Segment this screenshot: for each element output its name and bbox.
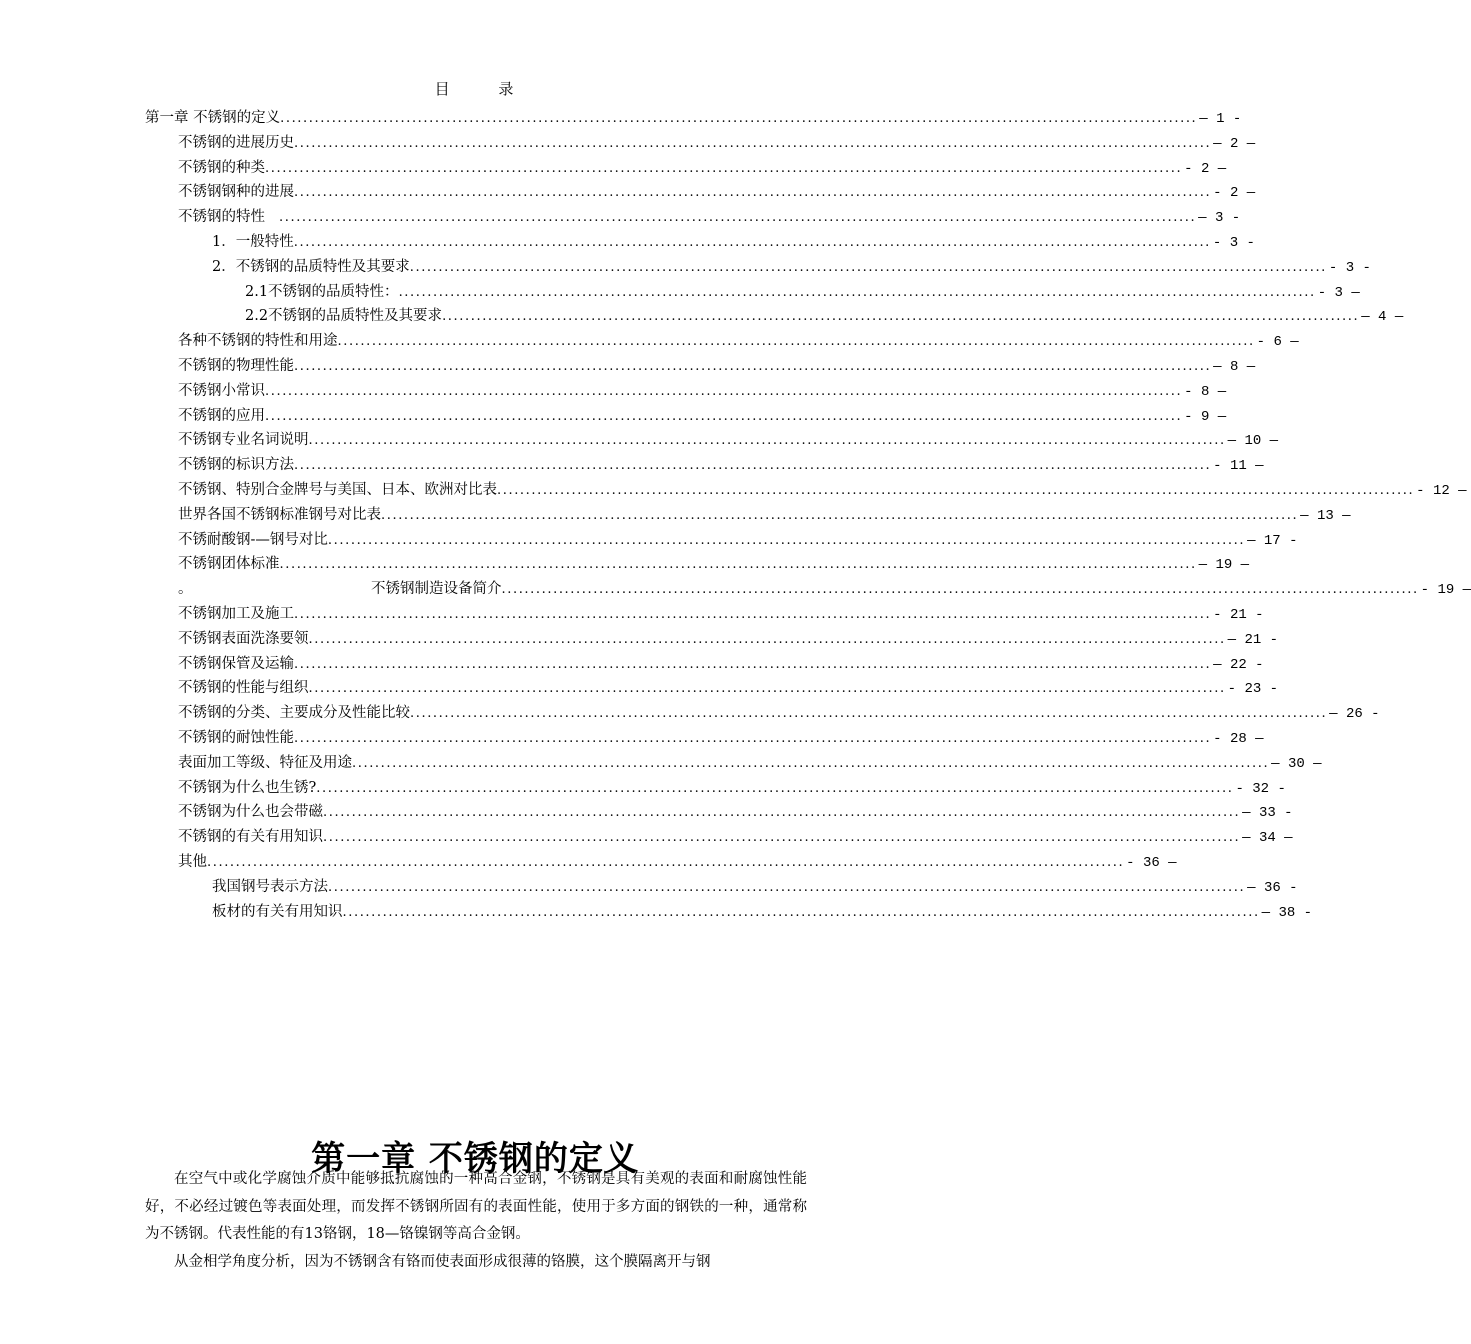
toc-entry-page: - 2 — (1213, 185, 1256, 202)
toc-entry-page: — 8 — (1213, 358, 1256, 375)
toc-dot-leader: ................................................................................................................................................................ (294, 656, 1212, 672)
toc-entry[interactable] (145, 428, 1279, 453)
toc-entry-page: — 3 - (1198, 210, 1241, 227)
toc-dot-leader: ................................................................................................................................................................ (501, 582, 1419, 598)
toc-dot-leader: ................................................................................................................................................................ (294, 358, 1212, 374)
toc-entry[interactable] (145, 255, 1371, 280)
toc-entry[interactable] (145, 329, 1299, 354)
toc-entry-page: - 3 — (1317, 284, 1360, 301)
toc-entry[interactable] (145, 776, 1286, 801)
toc-entry-page: — 17 - (1247, 532, 1298, 549)
toc-entry-label: 板材的有关有用知识 (212, 903, 343, 920)
toc-dot-leader: ................................................................................................................................................................ (327, 532, 1246, 548)
toc-entry-label: 不锈钢的分类、主要成分及性能比较 (178, 705, 410, 722)
toc-entry[interactable] (145, 503, 1351, 528)
toc-title: 目 录 (434, 80, 516, 98)
toc-dot-leader: ................................................................................................................................................................ (293, 234, 1211, 250)
toc-entry[interactable] (145, 676, 1279, 701)
toc-dot-leader: ................................................................................................................................................................ (279, 557, 1197, 573)
toc-entry-label: 不锈钢的耐蚀性能 (178, 729, 294, 746)
toc-entry[interactable] (145, 205, 1241, 230)
toc-dot-leader: ................................................................................................................................................................ (410, 706, 1328, 722)
toc-entry-label: 不锈钢表面洗涤要领 (178, 630, 309, 647)
chapter-heading: 第一章 不锈钢的定义 (311, 1138, 639, 1179)
toc-entry[interactable] (145, 850, 1177, 875)
toc-entry-label: 不锈钢团体标准 (178, 556, 280, 573)
toc-entry-label: 第一章 不锈钢的定义 (145, 110, 281, 126)
toc-dot-leader: ................................................................................................................................................................ (409, 259, 1327, 275)
toc-entry-label: 2.2不锈钢的品质特性及其要求 (245, 308, 443, 325)
toc-dot-leader: ................................................................................................................................................................ (337, 334, 1255, 350)
toc-entry[interactable] (145, 726, 1264, 751)
toc-entry-page: — 10 — (1227, 433, 1279, 450)
toc-dot-leader: ................................................................................................................................................................ (442, 309, 1360, 325)
body-paragraph: 在空气中或化学腐蚀介质中能够抵抗腐蚀的一种高合金钢，不锈钢是具有美观的表面和耐腐蚀性能好，不必经过镀色等表面处理，而发挥不锈钢所固有的表面性能，使用于多方面的钢铁的一种，通常称为不锈钢。代表性能的有13铬钢，18—铬镍钢等高合金钢。 (145, 1171, 807, 1242)
toc-entry[interactable] (145, 552, 1250, 577)
toc-entry-label: 不锈钢的进展历史 (178, 134, 294, 151)
toc-entry[interactable] (145, 900, 1313, 925)
toc-dot-leader: ................................................................................................................................................................ (280, 111, 1198, 126)
toc-dot-leader: ................................................................................................................................................................ (316, 780, 1234, 796)
toc-entry[interactable] (145, 800, 1293, 825)
toc-entry-label: 表面加工等级、特征及用途 (178, 754, 352, 771)
toc-dot-leader: ................................................................................................................................................................ (308, 433, 1226, 449)
toc-entry[interactable] (145, 230, 1255, 255)
toc-entry-page: - 6 — (1256, 334, 1299, 351)
toc-entry-label: 不锈钢的物理性能 (178, 357, 294, 374)
toc-entry[interactable] (145, 825, 1293, 850)
toc-entry-label: 其他 (178, 853, 207, 870)
body-paragraph: 从金相学角度分析，因为不锈钢含有铬而使表面形成很薄的铬膜，这个膜隔离开与钢 (174, 1253, 711, 1270)
toc-entry-label: 不锈钢为什么也会带磁 (178, 804, 323, 821)
toc-entry-page: — 26 - (1329, 706, 1380, 723)
toc-dot-leader: ................................................................................................................................................................ (294, 606, 1212, 622)
toc-entry-label: 不锈钢的性能与组织 (178, 680, 309, 697)
toc-entry-label: 不锈钢专业名词说明 (178, 432, 309, 449)
toc-entry-page: - 9 — (1184, 408, 1227, 425)
toc-dot-leader: ................................................................................................................................................................ (294, 135, 1212, 151)
toc-entry-label: 不锈钢、特别合金牌号与美国、日本、欧洲对比表 (178, 481, 497, 498)
toc-entry[interactable] (145, 453, 1264, 478)
chapter-body (145, 1166, 807, 1276)
toc-entry[interactable] (145, 379, 1227, 404)
toc-entry[interactable] (145, 751, 1322, 776)
toc-dot-leader: ................................................................................................................................................................ (381, 507, 1299, 523)
toc-entry-page: - 2 — (1184, 160, 1227, 177)
toc-entry-page: — 4 — (1361, 309, 1404, 326)
toc-entry-page: - 36 — (1126, 854, 1177, 871)
toc-dot-leader: ................................................................................................................................................................ (308, 631, 1226, 647)
toc-dot-leader: ................................................................................................................................................................ (342, 904, 1260, 920)
toc-dot-leader: ................................................................................................................................................................ (497, 482, 1415, 498)
toc-entry-page: - 19 — (1420, 582, 1471, 599)
toc-entry-page: — 36 - (1247, 879, 1298, 896)
toc-entry-label: 不锈耐酸钢-—钢号对比 (178, 531, 328, 548)
toc-entry-label: 不锈钢的特性 (178, 209, 265, 226)
toc-dot-leader: ................................................................................................................................................................ (294, 730, 1212, 746)
toc-entry-label: 各种不锈钢的特性和用途 (178, 333, 338, 350)
toc-entry[interactable] (145, 478, 1467, 503)
toc-entry[interactable] (145, 280, 1360, 305)
toc-entry-page: — 30 — (1271, 755, 1322, 772)
toc-dot-leader: ................................................................................................................................................................ (294, 458, 1212, 474)
toc-entry[interactable] (145, 577, 1471, 602)
toc-entry-page: — 1 - (1199, 111, 1242, 127)
toc-entry[interactable] (145, 156, 1227, 181)
toc-entry[interactable] (145, 354, 1256, 379)
toc-entry-page: — 34 — (1242, 830, 1293, 847)
toc-entry-page: - 12 — (1416, 482, 1467, 499)
toc-entry-label (178, 577, 502, 598)
toc-entry-label: 不锈钢的标识方法 (178, 457, 294, 474)
toc-entry-label: 2.1不锈钢的品质特性： (245, 283, 399, 300)
toc-entry-label: 不锈钢加工及施工 (178, 605, 294, 622)
toc-entry-label: 不锈钢的应用 (178, 407, 265, 424)
toc-dot-leader: ................................................................................................................................................................ (265, 383, 1183, 399)
toc-entry[interactable] (145, 106, 1242, 131)
toc-dot-leader: ................................................................................................................................................................ (265, 408, 1183, 424)
toc-entry-page: - 21 - (1213, 606, 1264, 623)
toc-entry-page: — 2 — (1213, 135, 1256, 152)
toc-entry-label: 不锈钢为什么也生锈? (178, 779, 317, 796)
toc-entry-page: - 3 - (1212, 234, 1255, 251)
toc-entry-label: 世界各国不锈钢标准钢号对比表 (178, 506, 381, 523)
table-of-contents (145, 106, 1471, 924)
toc-entry-prefix: 。 (178, 581, 193, 598)
toc-entry[interactable] (145, 180, 1256, 205)
toc-dot-leader: ................................................................................................................................................................ (279, 210, 1197, 226)
toc-entry[interactable] (145, 875, 1298, 900)
toc-entry-page: — 22 - (1213, 656, 1264, 673)
toc-entry[interactable] (145, 701, 1380, 726)
toc-entry-label: 2．不锈钢的品质特性及其要求 (212, 258, 410, 275)
toc-entry[interactable] (145, 528, 1298, 553)
toc-dot-leader: ................................................................................................................................................................ (294, 185, 1212, 201)
toc-entry-page: - 28 — (1213, 730, 1264, 747)
toc-entry-page: — 13 — (1300, 507, 1351, 524)
toc-entry[interactable] (145, 652, 1264, 677)
toc-entry[interactable] (145, 304, 1404, 329)
toc-dot-leader: ................................................................................................................................................................ (207, 854, 1125, 870)
toc-entry[interactable] (145, 602, 1264, 627)
toc-entry-page: - 8 — (1184, 383, 1227, 400)
toc-entry-label: 不锈钢小常识 (178, 382, 265, 399)
toc-entry-label: 不锈钢的种类 (178, 159, 265, 176)
toc-entry-page: — 33 - (1242, 805, 1293, 822)
toc-entry-page: - 3 - (1328, 259, 1371, 276)
toc-entry-page: - 32 - (1235, 780, 1286, 797)
toc-entry-page: - 11 — (1213, 458, 1264, 475)
toc-entry-label: 不锈钢钢种的进展 (178, 184, 294, 201)
toc-entry-page: - 23 - (1227, 681, 1279, 698)
toc-entry[interactable] (145, 404, 1227, 429)
toc-dot-leader: ................................................................................................................................................................ (398, 284, 1316, 300)
toc-entry-label: 1．一般特性 (212, 233, 294, 250)
toc-entry-label: 我国钢号表示方法 (212, 878, 328, 895)
toc-dot-leader: ................................................................................................................................................................ (323, 805, 1241, 821)
toc-dot-leader: ................................................................................................................................................................ (352, 755, 1270, 771)
toc-entry-label: 不锈钢的有关有用知识 (178, 829, 323, 846)
toc-dot-leader: ................................................................................................................................................................ (265, 160, 1183, 176)
toc-entry-page: — 38 - (1261, 904, 1313, 921)
toc-entry-label: 不锈钢保管及运输 (178, 655, 294, 672)
toc-entry[interactable] (145, 627, 1279, 652)
toc-entry-text: 不锈钢制造设备简介 (371, 581, 502, 598)
toc-entry-page: — 21 - (1227, 631, 1279, 648)
toc-dot-leader: ................................................................................................................................................................ (308, 681, 1226, 697)
toc-entry[interactable] (145, 131, 1256, 156)
toc-dot-leader: ................................................................................................................................................................ (328, 879, 1246, 895)
toc-entry-page: — 19 — (1198, 557, 1250, 574)
toc-dot-leader: ................................................................................................................................................................ (323, 830, 1241, 846)
